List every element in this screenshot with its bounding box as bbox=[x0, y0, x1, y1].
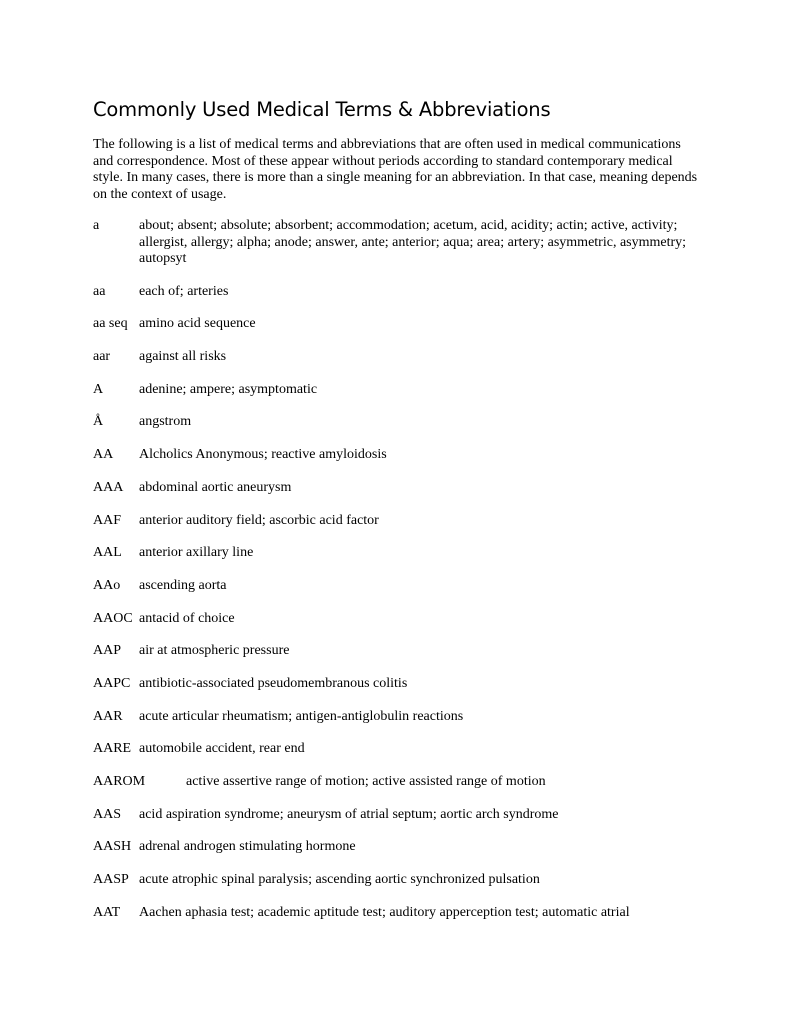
abbreviation-term: AAR bbox=[93, 708, 123, 724]
abbreviation-definition: active assertive range of motion; active assisted range of motion bbox=[186, 774, 546, 789]
list-item bbox=[93, 382, 708, 399]
list-item bbox=[93, 218, 708, 268]
list-item bbox=[93, 905, 708, 922]
abbreviation-term: AAA bbox=[93, 479, 124, 495]
abbreviation-term: AASP bbox=[93, 872, 129, 888]
abbreviation-term: Å bbox=[93, 414, 104, 430]
list-item bbox=[93, 676, 708, 693]
abbreviation-term: AAPC bbox=[93, 675, 131, 691]
abbreviation-term: AAP bbox=[93, 643, 122, 659]
list-item bbox=[93, 513, 708, 530]
abbreviation-definition: anterior auditory field; ascorbic acid factor bbox=[139, 512, 379, 528]
list-item bbox=[93, 839, 708, 856]
abbreviation-definition: ascending aorta bbox=[139, 577, 227, 593]
abbreviation-definition: angstrom bbox=[139, 414, 192, 430]
abbreviation-term: A bbox=[93, 381, 104, 397]
abbreviation-definition: air at atmospheric pressure bbox=[139, 643, 290, 659]
list-item bbox=[93, 414, 708, 431]
list-item bbox=[93, 545, 708, 562]
list-item bbox=[93, 349, 708, 366]
list-item bbox=[93, 709, 708, 726]
abbreviation-term: AA bbox=[93, 447, 114, 463]
abbreviation-definition: antibiotic-associated pseudomembranous colitis bbox=[139, 675, 408, 691]
abbreviation-definition: abdominal aortic aneurysm bbox=[139, 479, 292, 495]
abbreviation-definition: antacid of choice bbox=[139, 610, 235, 626]
list-item bbox=[93, 284, 708, 301]
abbreviation-term: AAL bbox=[93, 545, 122, 561]
document-title: Commonly Used Medical Terms & Abbreviations bbox=[93, 98, 551, 121]
list-item bbox=[93, 872, 708, 889]
abbreviation-definition: acute articular rheumatism; antigen-antiglobulin reactions bbox=[139, 708, 464, 724]
list-item bbox=[93, 447, 708, 464]
abbreviation-term: AAROM bbox=[93, 774, 146, 789]
abbreviation-definition: acid aspiration syndrome; aneurysm of atrial septum; aortic arch syndrome bbox=[139, 806, 559, 822]
list-item bbox=[93, 578, 708, 595]
abbreviation-definition: against all risks bbox=[139, 349, 227, 365]
abbreviation-term: AAOC bbox=[93, 610, 133, 626]
list-item bbox=[93, 741, 708, 758]
abbreviation-term: AASH bbox=[93, 839, 132, 855]
abbreviation-list bbox=[93, 218, 708, 937]
abbreviation-definition: adenine; ampere; asymptomatic bbox=[139, 381, 318, 397]
abbreviation-term: AARE bbox=[93, 741, 132, 757]
abbreviation-term: aa bbox=[93, 283, 106, 299]
abbreviation-term: AAo bbox=[93, 577, 121, 593]
abbreviation-definition: amino acid sequence bbox=[139, 316, 256, 332]
abbreviation-term: aar bbox=[93, 349, 111, 365]
abbreviation-definition: adrenal androgen stimulating hormone bbox=[139, 839, 356, 855]
abbreviation-term: AAS bbox=[93, 806, 122, 822]
list-item bbox=[93, 316, 708, 333]
abbreviation-definition: Alcholics Anonymous; reactive amyloidosis bbox=[139, 447, 387, 463]
abbreviation-definition: automobile accident, rear end bbox=[139, 741, 305, 757]
list-item bbox=[93, 611, 708, 628]
abbreviation-definition: anterior axillary line bbox=[139, 545, 254, 561]
list-item bbox=[93, 480, 708, 497]
abbreviation-definition: each of; arteries bbox=[139, 283, 229, 299]
abbreviation-term: AAF bbox=[93, 512, 122, 528]
abbreviation-definition: acute atrophic spinal paralysis; ascending aortic synchronized pulsation bbox=[139, 872, 540, 888]
abbreviation-definition: about; absent; absolute; absorbent; accommodation; acetum, acid, acidity; actin; active, activity; allergist, allergy; alpha; anode; answer, ante; anterior; aqua; area; artery; asymmetric, asymmetry; autopsyt bbox=[139, 218, 687, 266]
intro-paragraph: The following is a list of medical terms and abbreviations that are often used in medical communications and correspondence. Most of these appear without periods according to standard contemporary medical style. In many cases, there is more than a single meaning for an abbreviation. In that case, meaning depends on the context of usage. bbox=[93, 137, 698, 202]
abbreviation-definition: Aachen aphasia test; academic aptitude test; auditory apperception test; automatic atrial bbox=[139, 904, 630, 920]
abbreviation-term: AAT bbox=[93, 904, 121, 920]
list-item bbox=[93, 774, 708, 791]
list-item bbox=[93, 807, 708, 824]
abbreviation-term: aa seq bbox=[93, 316, 128, 332]
abbreviation-term: a bbox=[93, 218, 100, 233]
list-item bbox=[93, 643, 708, 660]
